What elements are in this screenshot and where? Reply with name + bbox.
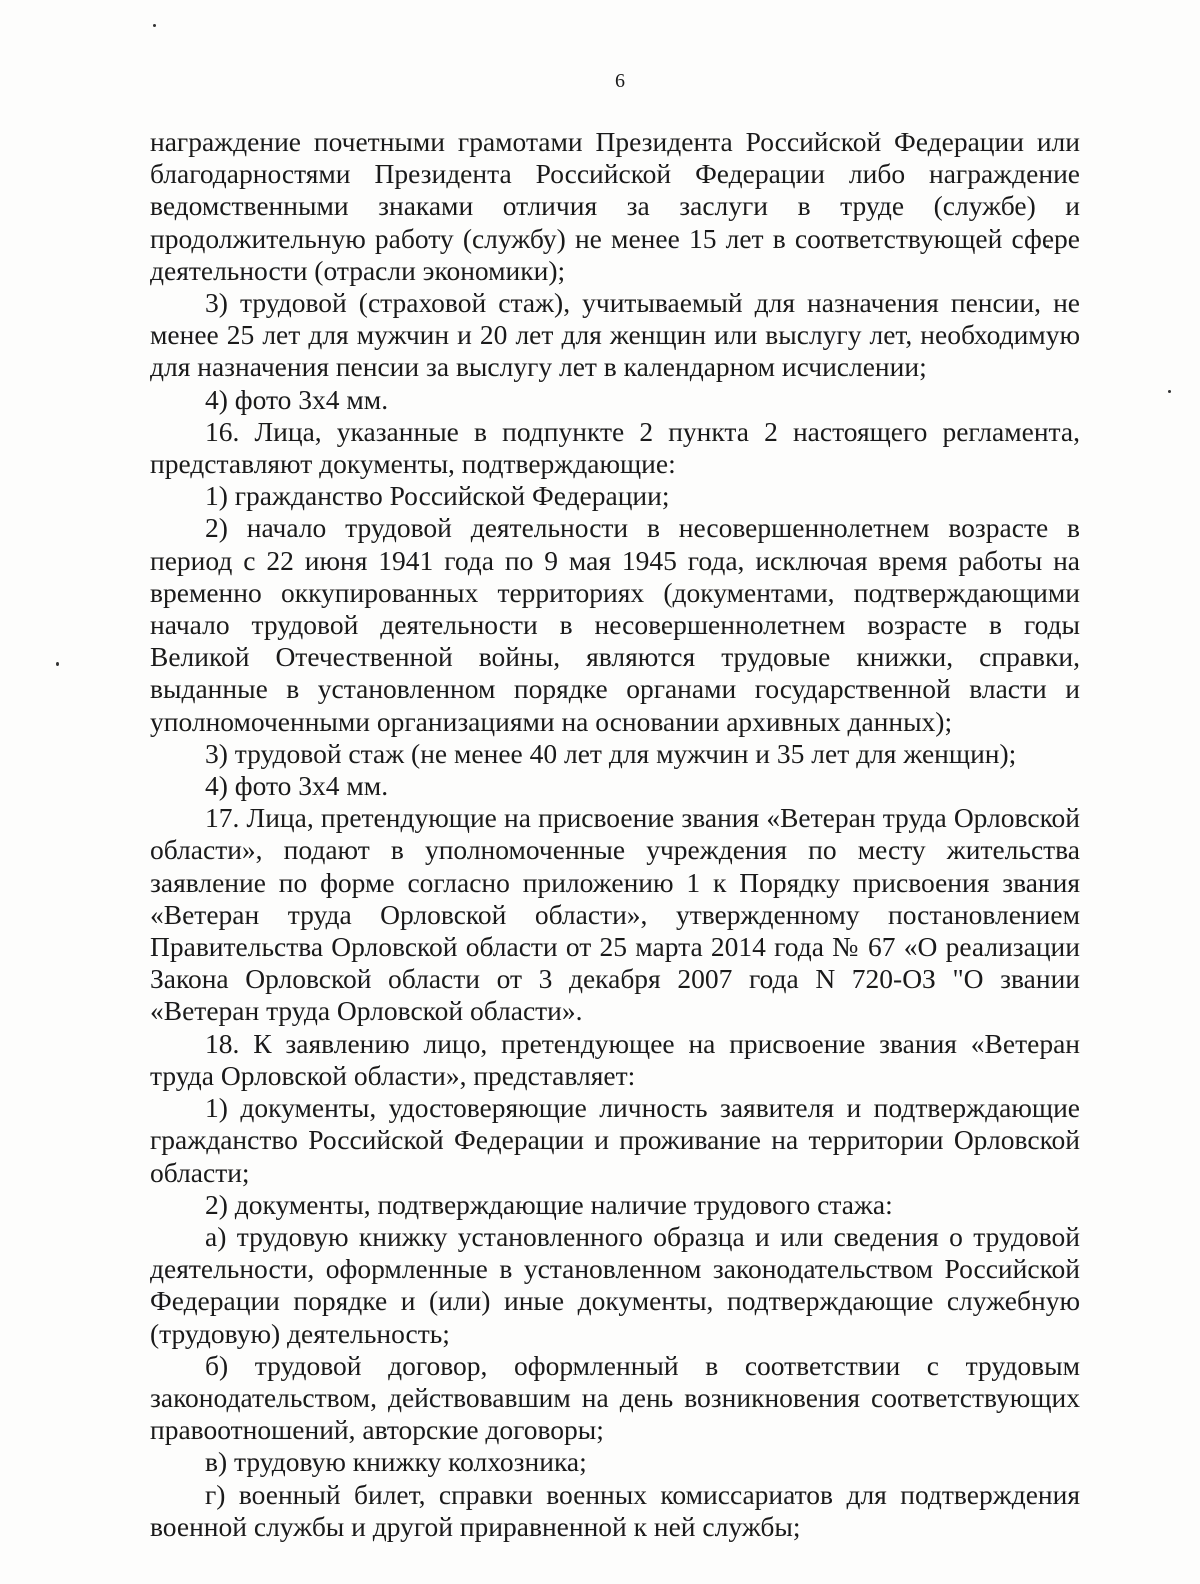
paragraph: 4) фото 3x4 мм. [205, 383, 389, 415]
document-body [150, 126, 1080, 1543]
scan-speck [1168, 390, 1171, 393]
paragraph: 3) трудовой стаж (не менее 40 лет для мужчин и 35 лет для женщин); [205, 737, 1017, 769]
page-number: 6 [615, 70, 625, 92]
paragraph: 1) гражданство Российской Федерации; [205, 480, 670, 512]
paragraph: а) трудовую книжку установленного образца и или сведения о трудовой деятельности, оформленные в установленном законодательством Российской Федерации порядке и (или) иные документы, подтверждающие служебную (трудовую) деятельность; [150, 1220, 1080, 1349]
paragraph: 4) фото 3x4 мм. [205, 770, 389, 802]
paragraph: 3) трудовой (страховой стаж), учитываемый для назначения пенсии, не менее 25 лет для мужчин и 20 лет для женщин или выслугу лет, необходимую для назначения пенсии за выслугу лет в календарном исчислении; [150, 287, 1080, 383]
paragraph: 18. К заявлению лицо, претендующее на присвоение звания «Ветеран труда Орловской области», представляет: [150, 1027, 1080, 1091]
paragraph: 1) документы, удостоверяющие личность заявителя и подтверждающие гражданство Российской Федерации и проживание на территории Орловской области; [150, 1092, 1080, 1188]
paragraph: 2) документы, подтверждающие наличие трудового стажа: [205, 1188, 893, 1220]
paragraph: 17. Лица, претендующие на присвоение звания «Ветеран труда Орловской области», подают в уполномоченные учреждения по месту жительства заявление по форме согласно приложению 1 к Порядку присвоения звания «Ветеран труда Орловской области», утвержденному постановлением Правительства Орловской области от 25 марта 2014 года № 67 «О реализации Закона Орловской области от 3 декабря 2007 года N 720-ОЗ "О звании «Ветеран труда Орловской области». [150, 802, 1080, 1027]
paragraph: награждение почетными грамотами Президента Российской Федерации или благодарностями Президента Российской Федерации либо награждение ведомственными знаками отличия за заслуги в труде (службе) и продолжительную работу (службу) не менее 15 лет в соответствующей сфере деятельности (отрасли экономики); [150, 126, 1080, 286]
paragraph: г) военный билет, справки военных комиссариатов для подтверждения военной службы и другой приравненной к ней службы; [150, 1478, 1080, 1542]
paragraph: 2) начало трудовой деятельности в несовершеннолетнем возрасте в период с 22 июня 1941 года по 9 мая 1945 года, исключая время работы на временно оккупированных территориях (документами, подтверждающими начало трудовой деятельности в несовершеннолетнем возрасте в годы Великой Отечественной войны, являются трудовые книжки, справки, выданные в установленном порядке органами государственной власти и уполномоченными организациями на основании архивных данных); [150, 512, 1080, 737]
paragraph: б) трудовой договор, оформленный в соответствии с трудовым законодательством, действовавшим на день возникновения соответствующих правоотношений, авторские договоры; [150, 1349, 1080, 1446]
paragraph: в) трудовую книжку колхозника; [205, 1446, 587, 1478]
paragraph: 16. Лица, указанные в подпункте 2 пункта 2 настоящего регламента, представляют документы, подтверждающие: [150, 415, 1080, 480]
scan-speck [153, 24, 156, 27]
scan-speck [56, 662, 59, 666]
